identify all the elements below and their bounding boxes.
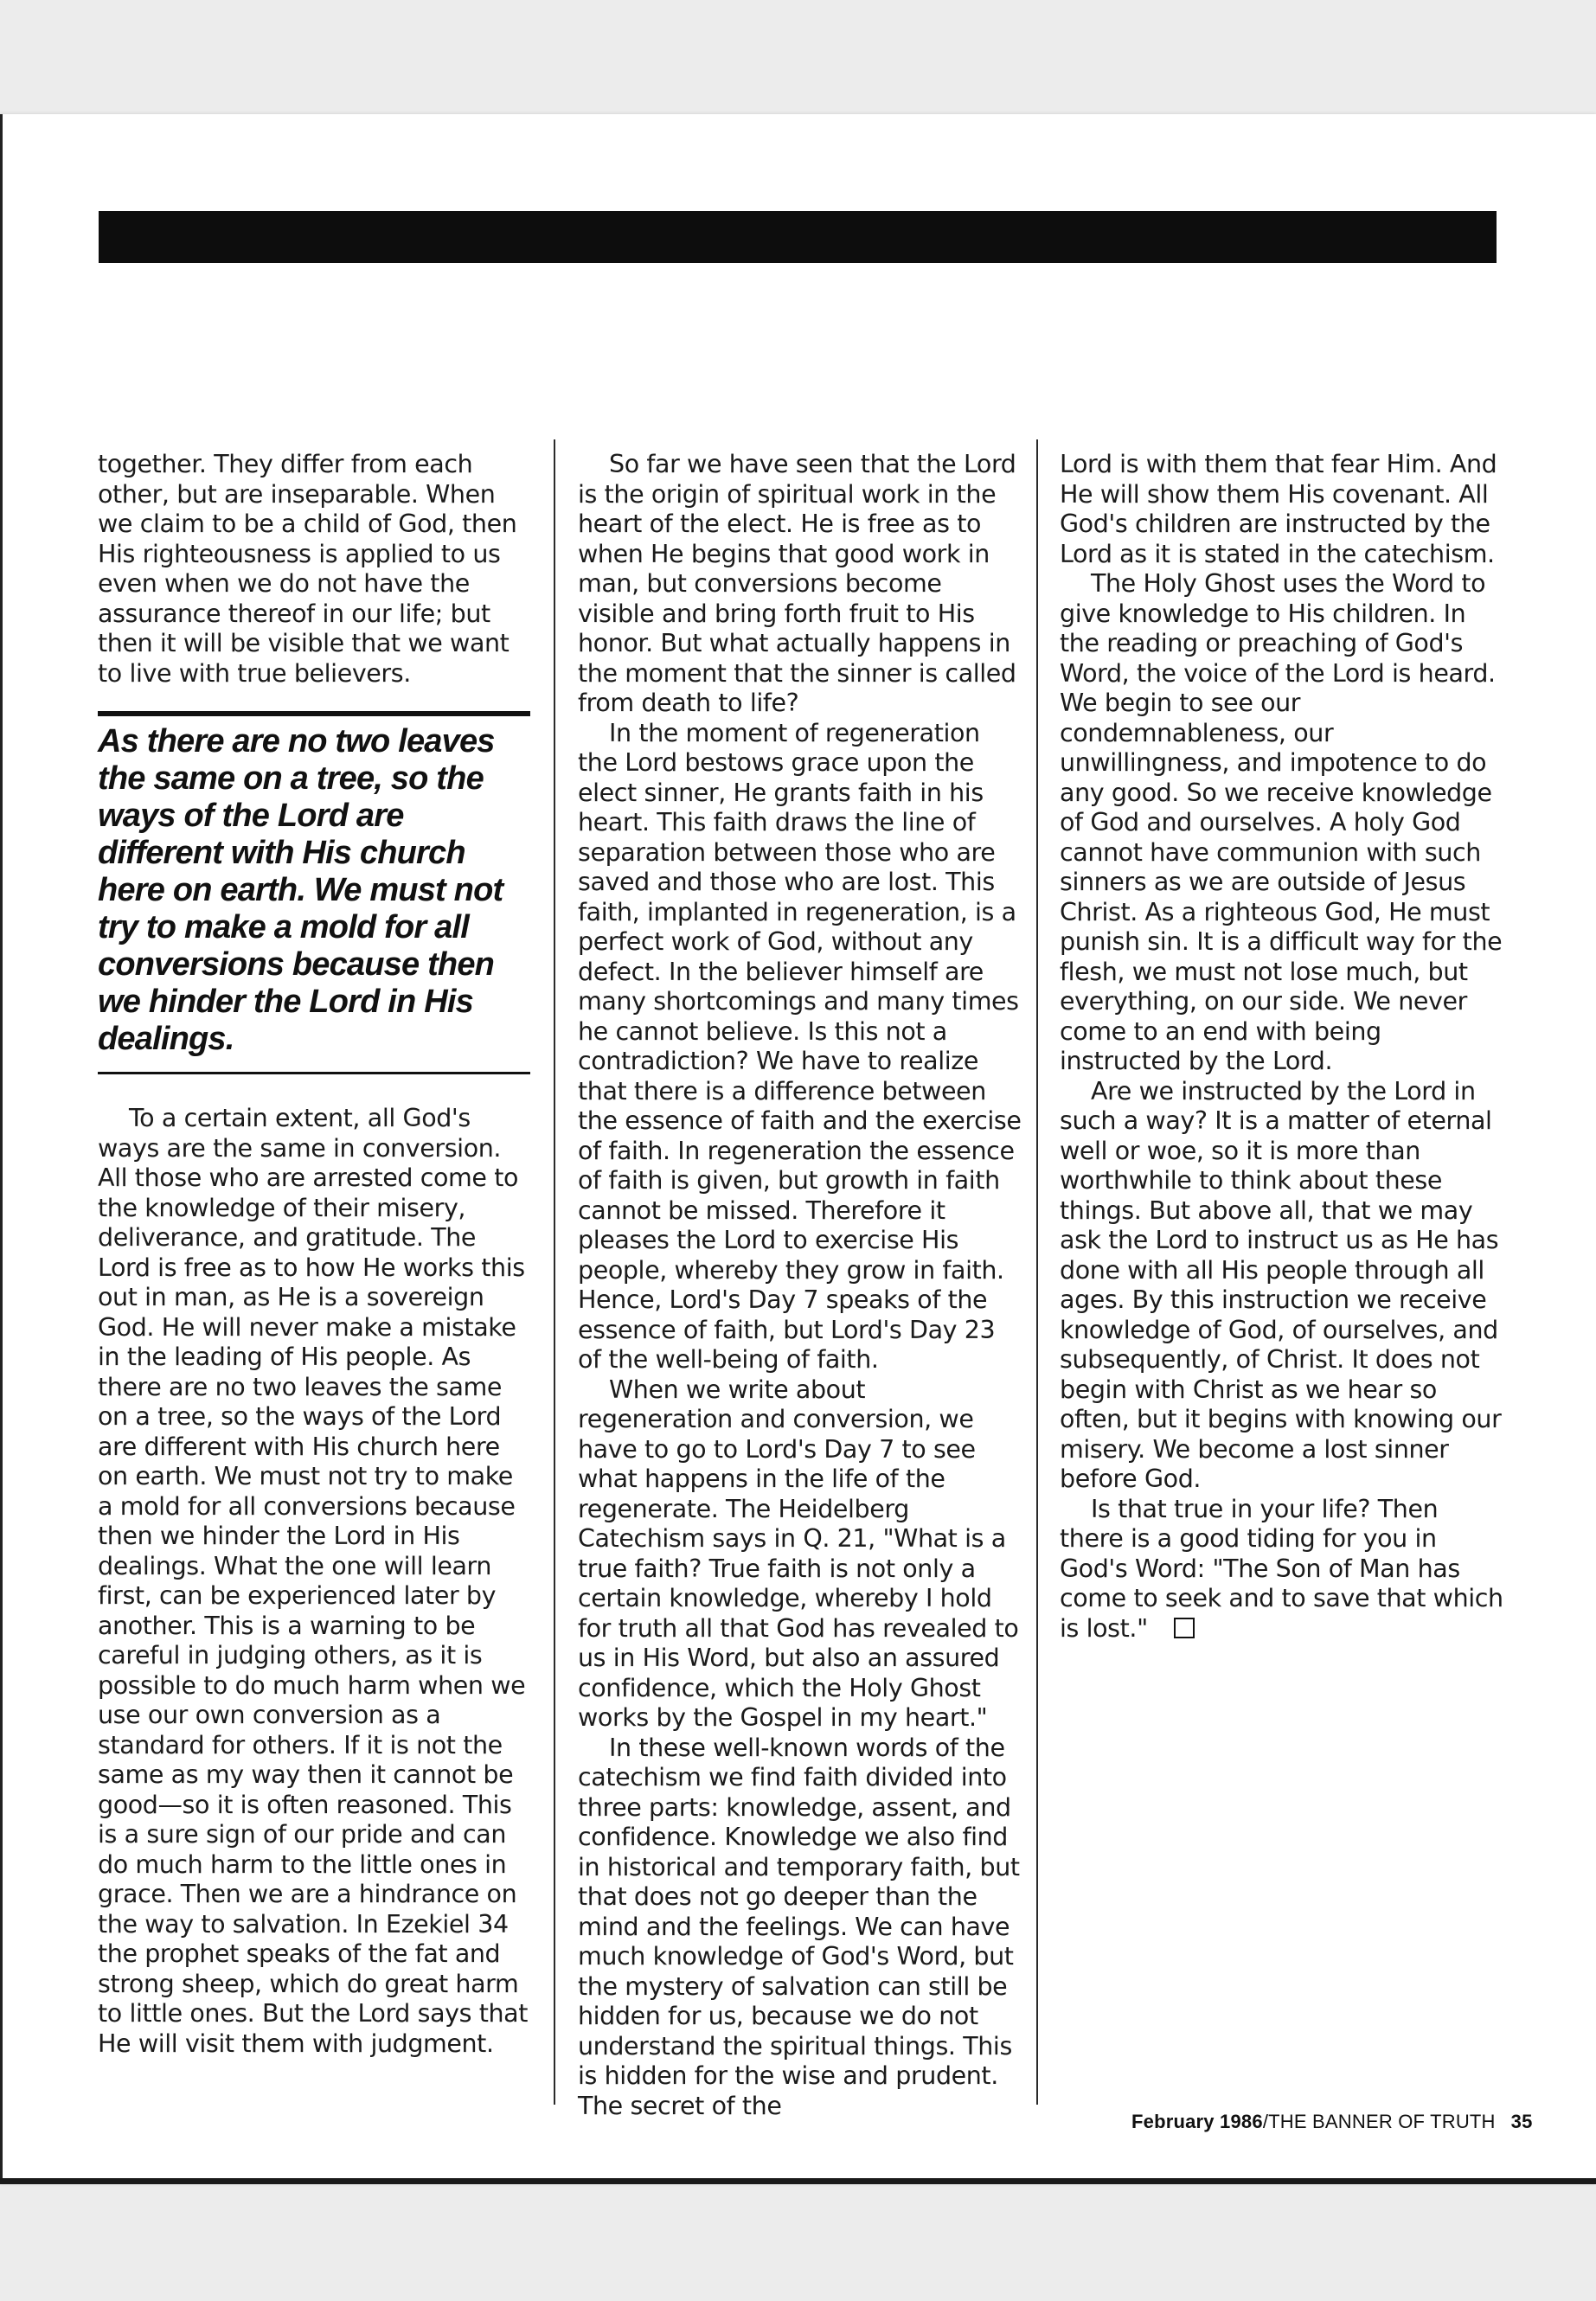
- column3-paragraph-1: Lord is with them that fear Him. And He will show them His covenant. All God's children are instructed by the Lord as it is stated in the catechism.: [1060, 450, 1497, 568]
- page-bottom-rule: [0, 2178, 1596, 2184]
- column1-paragraph-2: To a certain extent, all God's ways are the same in conversion. All those who are arrested come to the knowledge of their misery, deliverance, and gratitude. The Lord is free as to how He works this out in man, as He is a sovereign God. He will never make a mistake in the leading of His people. As there are no two leaves the same on a tree, so the ways of the Lord are different with His church here on earth. We must not try to make a mold for all conversions because then we hinder the Lord in His dealings. What the one will learn first, can be experienced later by another. This is a warning to be careful in judging others, as it is possible to do much harm when we use our own conversion as a standard for others. If it is not the same as my way then it cannot be good—so it is often reasoned. This is a sure sign of our pride and can do much harm to the little ones in grace. Then we are a hindrance on the way to salvation. In Ezekiel 34 the prophet speaks of the fat and strong sheep, which do great harm to little ones. But the Lord says that He will visit them with judgment.: [98, 1104, 528, 2058]
- column-2: [578, 450, 1023, 2121]
- column-3: [1060, 450, 1505, 1644]
- column3-paragraph-4: [1060, 1495, 1505, 1644]
- column-divider-2: [1036, 439, 1038, 2105]
- column-1: [98, 450, 530, 2059]
- header-banner-bar: [99, 211, 1497, 263]
- column2-paragraph-3: When we write about regeneration and conversion, we have to go to Lord's Day 7 to see what happens in the life of the regenerate. The Heidelberg Catechism says in Q. 21, "What is a true faith? True faith is not only a certain knowledge, whereby I hold for truth all that God has revealed to us in His Word, but also an assured confidence, which the Holy Ghost works by the Gospel in my heart.": [578, 1375, 1019, 1732]
- column3-paragraph-3: Are we instructed by the Lord in such a way? It is a matter of eternal well or woe, so it is more than worthwhile to think about these things. But above all, that we may ask the Lord to instruct us as He has done with all His people through all ages. By this instruction we receive knowledge of God, of ourselves, and subsequently, of Christ. It does not begin with Christ as we hear so often, but it begins with knowing our misery. We become a lost sinner before God.: [1060, 1076, 1502, 1493]
- page-footer: [1131, 2111, 1533, 2133]
- column1-paragraph-1: together. They differ from each other, but are inseparable. When we claim to be a child of God, then His righteousness is applied to us even when we do not have the assurance thereof in our life; but then it will be visible that we want to live with true believers.: [98, 450, 517, 688]
- column3-paragraph-2: The Holy Ghost uses the Word to give knowledge to His children. In the reading or preaching of God's Word, the voice of the Lord is heard. We begin to see our condemnableness, our unwillingness, and impotence to do any good. So we receive knowledge of God and ourselves. A holy God cannot have communion with such sinners as we are outside of Jesus Christ. As a righteous God, He must punish sin. It is a difficult way for the flesh, we must not lose much, but everything, on our side. We never come to an end with being instructed by the Lord.: [1060, 569, 1503, 1075]
- column2-paragraph-1: So far we have seen that the Lord is the origin of spiritual work in the heart of the elect. He is free as to when He begins that good work in man, but conversions become visible and bring forth fruit to His honor. But what actually happens in the moment that the sinner is called from death to life?: [578, 450, 1016, 717]
- pull-quote-text: As there are no two leaves the same on a tree, so the ways of the Lord are different with His church here on earth. We must not try to make a mold for all conversions because then we hinder the Lord in His dealings.: [98, 723, 503, 1057]
- end-of-article-box-icon: [1174, 1618, 1195, 1638]
- column-divider-1: [554, 439, 555, 2105]
- column2-paragraph-2: In the moment of regeneration the Lord bestows grace upon the elect sinner, He grants faith in his heart. This faith draws the line of separation between those who are saved and those who are lost. This faith, implanted in regeneration, is a perfect work of God, without any defect. In the believer himself are many shortcomings and many times he cannot believe. Is this not a contradiction? We have to realize that there is a difference between the essence of faith and the exercise of faith. In regeneration the essence of faith is given, but growth in faith cannot be missed. Therefore it pleases the Lord to exercise His people, whereby they grow in faith. Hence, Lord's Day 7 speaks of the essence of faith, but Lord's Day 23 of the well-being of faith.: [578, 718, 1022, 1374]
- pull-quote: [98, 711, 530, 1074]
- footer-page-number: 35: [1510, 2111, 1533, 2132]
- footer-publication: /THE BANNER OF TRUTH: [1262, 2111, 1496, 2132]
- page-edge-rule: [0, 114, 3, 2183]
- footer-date: February 1986: [1131, 2111, 1263, 2132]
- column2-paragraph-4: In these well-known words of the catechism we find faith divided into three parts: knowledge, assent, and confidence. Knowledge we also find in historical and temporary faith, but that does not go deeper than the mind and the feelings. We can have much knowledge of God's Word, but the mystery of salvation can still be hidden for us, because we do not understand the spiritual things. This is hidden for the wise and prudent. The secret of the: [578, 1733, 1020, 2120]
- column3-paragraph-4-text: Is that true in your life? Then there is a good tiding for you in God's Word: "The Son of Man has come to seek and to save that which is lost.": [1060, 1494, 1503, 1643]
